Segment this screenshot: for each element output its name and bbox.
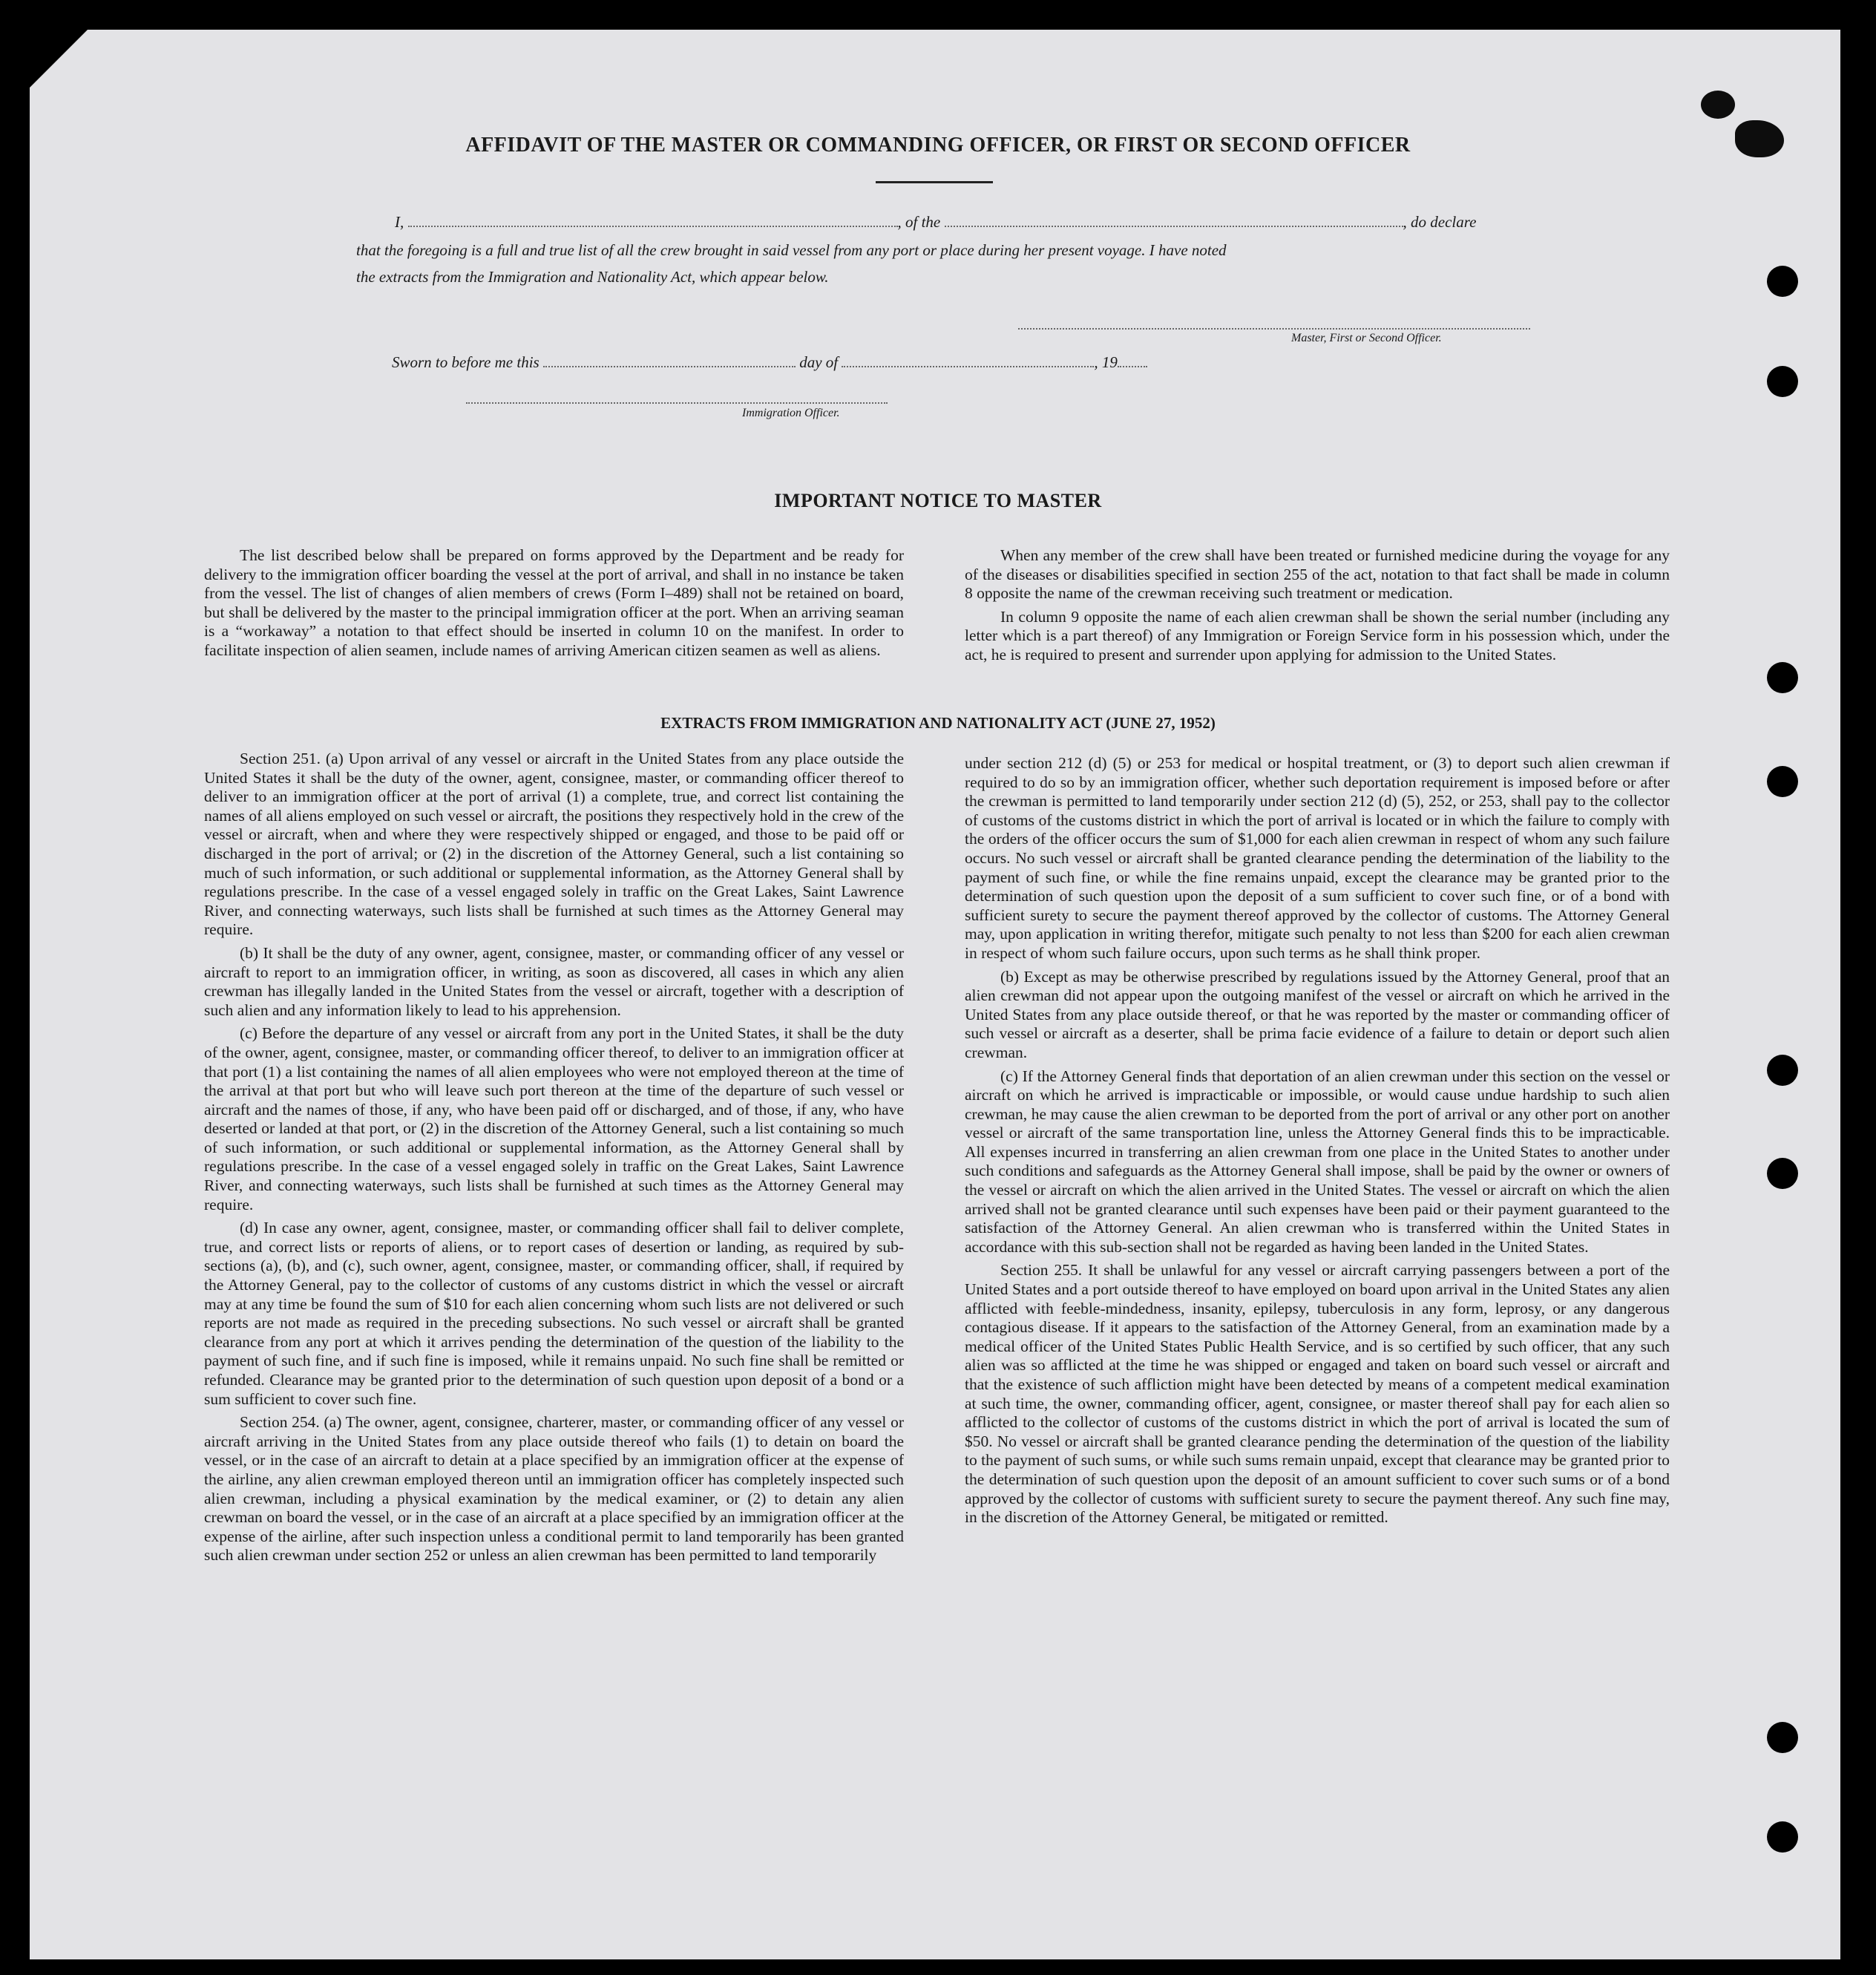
declaration-line-3: the extracts from the Immigration and Nationality Act, which appear below. <box>356 268 829 286</box>
notice-paragraph: When any member of the crew shall have been treated or furnished medicine during the voyage for any of the diseases or disabilities specified in section 255 of the act, notation to that fact shall be made in column 8 opposite the name of the crewman receiving such treatment or medication. <box>965 546 1670 603</box>
sworn-month-field[interactable] <box>842 365 1094 367</box>
punch-hole <box>1767 766 1798 797</box>
punch-hole <box>1767 1722 1798 1753</box>
extracts-left-column <box>204 750 904 1565</box>
declare-label: , do declare <box>1403 213 1477 231</box>
punch-hole <box>1767 266 1798 297</box>
notice-left-column <box>204 546 904 661</box>
extract-paragraph: (d) In case any owner, agent, consignee, master, or commanding officer shall fail to deliver complete, true, and correct lists or reports of aliens, or to report cases of desertion or landing, as required by sub-sections (a), (b), and (c), such owner, agent, consignee, master, or commanding officer, shall, if required by the Attorney General, pay to the collector of customs of any customs district in which the vessel or aircraft may at any time be found the sum of $10 for each alien concerning whom such lists are not delivered or such reports are not made as required in the preceding subsections. No such vessel or aircraft shall be granted clearance from any port at which it arrives pending the determination of the question of the liability to the payment of such fine, and if such fine is imposed, while it remains unpaid. No such fine shall be remitted or refunded. Clearance may be granted prior to the determination of such question upon deposit of a bond or a sum sufficient to cover such fine. <box>204 1219 904 1408</box>
extract-paragraph: Section 254. (a) The owner, agent, consignee, charterer, master, or commanding officer of any vessel or aircraft arriving in the United States from any place outside thereof who fails (1) to detain on board the vessel, or in the case of an aircraft to detain at a place specified by an immigration officer at the expense of the airline, any alien crewman employed thereon until an immigration officer has completely inspected such alien crewman, including a physical examination by the medical examiner, or (2) to detain any alien crewman on board the vessel, or in the case of an aircraft at a place specified by an immigration officer at the expense of the airline, after such inspection unless a conditional permit to land temporarily has been granted such alien crewman under section 252 or unless an alien crewman has been permitted to land temporarily <box>204 1413 904 1565</box>
extract-paragraph: under section 212 (d) (5) or 253 for medical or hospital treatment, or (3) to deport such alien crewman if required to do so by an immigration officer, whether such deportation requirement is imposed before or after the crewman is permitted to land temporarily under section 212 (d) (5), 252, or 253, shall pay to the collector of customs of the customs district in which the port of arrival is located or in which the failure to comply with the orders of the officer occurs the sum of $1,000 for each alien crewman in respect of whom any such failure occurs. No such vessel or aircraft shall be granted clearance pending the determination of the liability to the payment of such fine, or while the fine remains unpaid, except the clearance may be granted prior to the determination of such question upon the deposit of a sum sufficient to cover such fine, or of a bond with sufficient surety to secure the payment thereof approved by the collector of customs. The Attorney General may, upon application in writing therefor, mitigate such penalty to not less than $200 for each alien crewman in respect of whom such failure occurs, upon such terms as he shall think proper. <box>965 754 1670 962</box>
declarant-name-field[interactable] <box>408 225 898 227</box>
sworn-year-field[interactable] <box>1118 365 1147 367</box>
affidavit-title: AFFIDAVIT OF THE MASTER OR COMMANDING OFFICER, OR FIRST OR SECOND OFFICER <box>465 134 1411 157</box>
declaration-line-1 <box>395 213 1476 232</box>
title-rule <box>876 181 993 183</box>
extract-paragraph: (b) It shall be the duty of any owner, agent, consignee, master, or commanding officer of any vessel or aircraft to report to an immigration officer, in writing, as soon as discovered, all cases in which any alien crewman has illegally landed in the United States from the vessel or aircraft, together with a description of such alien and any information likely to lead to his apprehension. <box>204 943 904 1019</box>
extract-paragraph: Section 251. (a) Upon arrival of any vessel or aircraft in the United States from any place outside the United States it shall be the duty of the owner, agent, consignee, master, or commanding officer thereof to deliver to an immigration officer at the port of arrival (1) a complete, true, and correct list containing the names of all aliens employed on such vessel or aircraft, the positions they respectively hold in the crew of the vessel or aircraft, when and where they were respectively shipped or engaged, and those to be paid off or discharged in the port of arrival; or (2) in the discretion of the Attorney General, such a list containing so much of such information, or such additional or supplemental information, as the Attorney General shall by regulations prescribe. In the case of a vessel engaged solely in traffic on the Great Lakes, Saint Lawrence River, and connecting waterways, such lists shall be furnished at such times as the Attorney General may require. <box>204 750 904 939</box>
notice-paragraph: The list described below shall be prepared on forms approved by the Department and be ready for delivery to the immigration officer boarding the vessel at the port of arrival, and shall in no instance be taken from the vessel. The list of changes of alien members of crews (Form I–489) shall not be retained on board, but shall be delivered by the master to the principal immigration officer at the port. When an arriving seaman is a “workaway” a notation to that effect should be inserted in column 10 on the manifest. In order to facilitate inspection of alien seamen, include names of arriving American citizen seamen as well as aliens. <box>204 546 904 659</box>
sworn-line <box>392 353 1147 372</box>
notice-title: IMPORTANT NOTICE TO MASTER <box>774 490 1102 511</box>
ink-blot <box>1701 91 1735 119</box>
sworn-label: Sworn to before me this <box>392 353 539 371</box>
day-of-label: day of <box>799 353 839 371</box>
master-signature-line[interactable] <box>1018 328 1530 330</box>
officer-signature-line[interactable] <box>466 402 888 404</box>
declaration-line-2: that the foregoing is a full and true list of all the crew brought in said vessel from any port or place during her present voyage. I have noted <box>356 241 1227 259</box>
punch-hole <box>1767 1055 1798 1086</box>
vessel-label: , of the <box>897 213 941 231</box>
punch-hole <box>1767 662 1798 693</box>
master-signature-label: Master, First or Second Officer. <box>1291 332 1442 344</box>
extract-paragraph: (c) Before the departure of any vessel or aircraft from any port in the United States, it shall be the duty of the owner, agent, consignee, master, or commanding officer thereof, to deliver to an immigration officer at that port (1) a list containing the names of all alien employees who were not employed thereon at the time of the arrival at that port but who will leave such port thereon at the time of the departure of such vessel or aircraft and the names of those, if any, who have been paid off or discharged, and of those, if any, who have deserted or landed at that port, or (2) in the discretion of the Attorney General, such a list containing so much of such information, or such additional or supplemental information, as the Attorney General shall by regulations prescribe. In the case of a vessel engaged solely in traffic on the Great Lakes, Saint Lawrence River, and connecting waterways, such lists shall be furnished at such times as the Attorney General may require. <box>204 1024 904 1214</box>
punch-hole <box>1767 366 1798 397</box>
notice-paragraph: In column 9 opposite the name of each alien crewman shall be shown the serial number (including any letter which is a part thereof) of any Immigration or Foreign Service form in his possession which, under the act, he is required to present and surrender upon applying for admission to the United States. <box>965 607 1670 664</box>
punch-hole <box>1767 1158 1798 1189</box>
notice-right-column <box>965 546 1670 665</box>
extracts-title: EXTRACTS FROM IMMIGRATION AND NATIONALITY ACT (JUNE 27, 1952) <box>660 714 1216 732</box>
extract-paragraph: Section 255. It shall be unlawful for any vessel or aircraft carrying passengers between a port of the United States and a port outside thereof to have employed on board upon arrival in the United States any alien afflicted with feeble-mindedness, insanity, epilepsy, tuberculosis in any form, leprosy, or any dangerous contagious disease. If it appears to the satisfaction of the Attorney General, from an examination made by a medical officer of the United States Public Health Service, and is so certified by such officer, that any such alien was so afflicted at the time he was shipped or engaged and taken on board such vessel or aircraft and that the existence of such affliction might have been detected by means of a competent medical examination at such time, the owner, commanding officer, agent, consignee, or master thereof shall pay for each alien so afflicted to the collector of customs of the customs district in which the port of arrival is located the sum of $50. No vessel or aircraft shall be granted clearance pending the determination of the question of the liability to the payment of such sums, or while such sums remain unpaid, except that clearance may be granted prior to the determination of such question upon the deposit of an amount sufficient to cover such sums or of a bond approved by the collector of customs with sufficient surety to secure the payment thereof. Any such fine may, in the discretion of the Attorney General, be mitigated or remitted. <box>965 1261 1670 1527</box>
year-label: , 19 <box>1094 353 1118 371</box>
declarant-label: I, <box>395 213 404 231</box>
sworn-day-field[interactable] <box>543 365 796 367</box>
extracts-right-column <box>965 754 1670 1527</box>
extract-paragraph: (c) If the Attorney General finds that deportation of an alien crewman under this section on the vessel or aircraft on which he arrived is impracticable or impossible, or would cause undue hardship to such alien crewman, he may cause the alien crewman to be deported from the port of arrival or any other port on another vessel or aircraft of the same transportation line, unless the Attorney General finds this to be impracticable. All expenses incurred in transferring an alien crewman from one place in the United States to another under such conditions and safeguards as the Attorney General shall impose, shall be paid by the owner or owners of the vessel or aircraft on which the alien arrived in the United States. The vessel or aircraft on which the alien arrived shall not be granted clearance until such expenses have been paid or their payment guaranteed to the satisfaction of the Attorney General. An alien crewman who is transferred within the United States in accordance with this sub-section shall not be regarded as having been landed in the United States. <box>965 1067 1670 1256</box>
punch-hole <box>1767 1821 1798 1853</box>
vessel-name-field[interactable] <box>945 225 1403 227</box>
officer-signature-label: Immigration Officer. <box>742 407 840 419</box>
extract-paragraph: (b) Except as may be otherwise prescribed by regulations issued by the Attorney General, proof that an alien crewman did not appear upon the outgoing manifest of the vessel or aircraft on which he arrived in the United States from any place outside thereof, or that he was reported by the master or commanding officer of such vessel or aircraft as a deserter, shall be prima facie evidence of a failure to detain or deport such alien crewman. <box>965 967 1670 1061</box>
